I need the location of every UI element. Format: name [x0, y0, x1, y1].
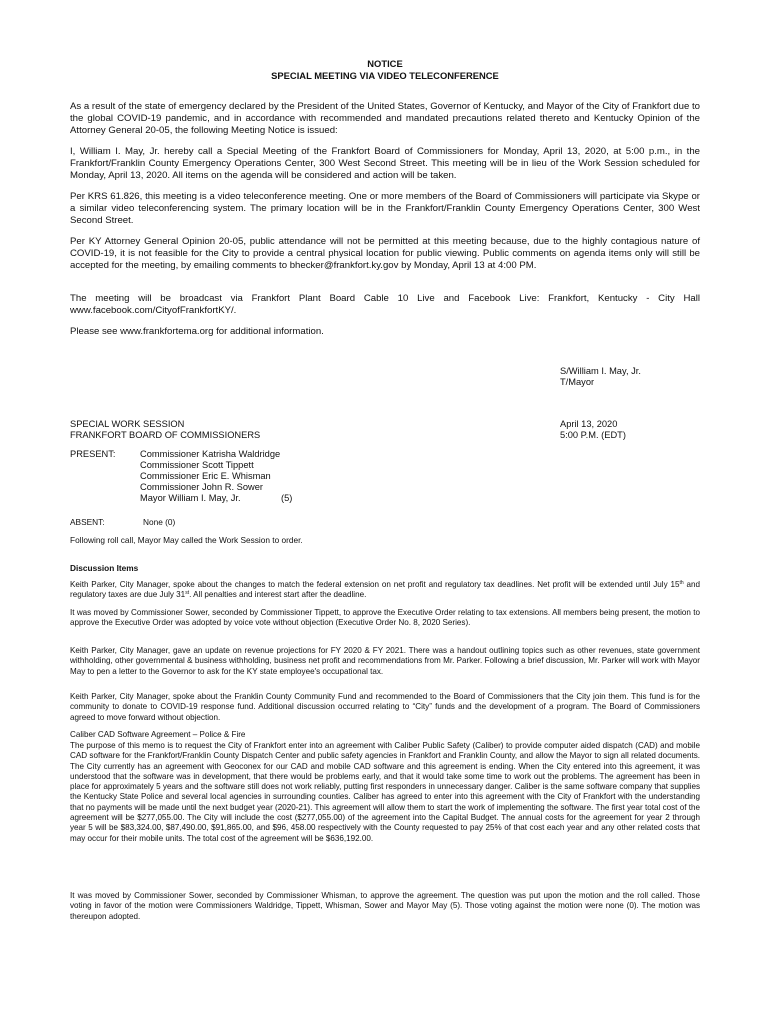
minutes-paragraph: [70, 580, 700, 601]
discussion-heading: Discussion Items: [70, 563, 139, 573]
absent-label: ABSENT:: [70, 517, 105, 527]
session-title: SPECIAL WORK SESSION: [70, 419, 185, 429]
notice-subtitle: SPECIAL MEETING VIA VIDEO TELECONFERENCE: [271, 70, 499, 81]
notice-paragraph: Per KY Attorney General Opinion 20-05, public attendance will not be permitted at this meeting because, due to the highly contagious nature of COVID-19, it is not feasible for the City to provide a central physical location for public viewing. Public comments on agenda items only will still be accepted for the meeting, by emailing comments to bhecker@frankfort.ky.gov by Monday, April 13 at 4:00 PM.: [70, 236, 700, 271]
superscript: th: [679, 580, 684, 586]
present-count: (5): [281, 493, 293, 503]
paragraph-text: and regulatory taxes are due July 31: [70, 580, 700, 600]
agenda-item-title: Caliber CAD Software Agreement – Police & Fire: [70, 730, 246, 739]
minutes-paragraph: Keith Parker, City Manager, spoke about the Franklin County Community Fund and recommended to the Board of Commissioners that the City join them. This fund is for the community to donate to COVID-19 response fund. Additional discussion occurred relating to “City” funds and the development of a program. The Board of Commissioners agreed to move forward without objection.: [70, 692, 700, 722]
paragraph-text: . All penalties and interest start after the deadline.: [189, 590, 367, 600]
notice-paragraph: Per KRS 61.826, this meeting is a video teleconference meeting. One or more members of the Board of Commissioners will participate via Skype or a similar video teleconferencing system. The primary location will be in the Frankfort/Franklin County Emergency Operations Center, 300 West Second Street.: [70, 191, 700, 226]
minutes-paragraph: The purpose of this memo is to request the City of Frankfort enter into an agreement with Caliber Public Safety (Caliber) to provide computer aided dispatch (CAD) and mobile CAD software for the Frankfort/Franklin County Dispatch Center and public safety agencies in Frankfort and Franklin County, and allow the Mayor to sign all related documents. The City currently has an agreement with Geoconex for our CAD and mobile CAD software and this agreement is ending. When the City entered into this agreement, it was understood that the software was in development, that there would be problems early, and that it would take some time to work out the problems. The agreement has been in place for approximately 5 years and the software still does not work reliably, putting first responders in unnecessary danger. Caliber is the same software company that supplies the Kentucky State Police and several local agencies in surrounding counties. Caliber has agreed to enter into this agreement with the City of Frankfort with the understanding that no payments will be made until the next budget year (2020-21). This agreement will allow them to start the work of implementing the software. The first year total cost of the agreement will be $277,055.00. The City will include the cost ($277,055.00) of the agreement into the Capital Budget. The annual costs for the agreement for year 2 through year 5 will be $83,324.00, $87,490.00, $91,865.00, and $96, 458.00 respectively with the County requested to pay 25% of that cost each year and any other related costs that may occur for their mobile units. The total cost of the agreement will be $636,192.00.: [70, 741, 700, 843]
superscript: st: [185, 590, 190, 597]
attendee: Commissioner John R. Sower: [140, 482, 263, 492]
paragraph-text: Keith Parker, City Manager, spoke about the changes to match the federal extension on net profit and regulatory tax deadlines. Net profit will be extended until July 15: [70, 580, 680, 589]
minutes-paragraph: Keith Parker, City Manager, gave an update on revenue projections for FY 2020 & FY 2021. There was a handout outlining topics such as other revenues, state government withholding, other governmental & business withholding, business net profit and recommendations from Mr. Parker. Following a brief discussion, Mr. Parker will work with Mayor May to pen a letter to the Governor to ask for the KY state employee's occupational tax.: [70, 646, 700, 676]
notice-paragraph: Please see www.frankfortema.org for additional information.: [70, 326, 324, 337]
signature-title: T/Mayor: [560, 377, 595, 387]
notice-paragraph: I, William I. May, Jr. hereby call a Special Meeting of the Frankfort Board of Commissioners for Monday, April 13, 2020, at 5:00 p.m., in the Frankfort/Franklin County Emergency Operations Center, 300 West Second Street. This meeting will be in lieu of the Work Session scheduled for Monday, April 13, 2020. All items on the agenda will be considered and action will be taken.: [70, 146, 700, 181]
minutes-paragraph: It was moved by Commissioner Sower, seconded by Commissioner Tippett, to approve the Executive Order relating to tax extensions. All members being present, the motion to approve the Executive Order was adopted by voice vote without objection (Executive Order No. 8, 2020 Series).: [70, 608, 700, 628]
roll-call-text: Following roll call, Mayor May called the Work Session to order.: [70, 535, 303, 545]
present-label: PRESENT:: [70, 449, 116, 459]
attendee: Commissioner Scott Tippett: [140, 460, 254, 470]
minutes-paragraph: It was moved by Commissioner Sower, seconded by Commissioner Whisman, to approve the agreement. The question was put upon the motion and the roll called. Those voting in favor of the motion were Commissioners Waldridge, Tippett, Whisman, Sower and Mayor May (5). Those voting against the motion were none (0). The motion was thereupon adopted.: [70, 891, 700, 921]
absent-value: None (0): [143, 517, 176, 527]
attendee: Mayor William I. May, Jr.: [140, 493, 241, 503]
attendee: Commissioner Katrisha Waldridge: [140, 449, 281, 459]
notice-paragraph: The meeting will be broadcast via Frankfort Plant Board Cable 10 Live and Facebook Live: Frankfort, Kentucky - City Hall www.facebook.com/CityofFrankfortKY/.: [70, 293, 700, 316]
attendee: Commissioner Eric E. Whisman: [140, 471, 271, 481]
notice-paragraph: As a result of the state of emergency declared by the President of the United States, Governor of Kentucky, and Mayor of the City of Frankfort due to the global COVID-19 pandemic, and in accordance with recommended and mandated precautions related thereto and Kentucky Opinion of the Attorney General 20-05, the following Meeting Notice is issued:: [70, 101, 700, 136]
session-date: April 13, 2020: [560, 419, 618, 429]
session-board: FRANKFORT BOARD OF COMMISSIONERS: [70, 430, 261, 440]
notice-title: NOTICE: [367, 58, 403, 69]
session-time: 5:00 P.M. (EDT): [560, 430, 626, 440]
signature-name: S/William I. May, Jr.: [560, 366, 641, 376]
